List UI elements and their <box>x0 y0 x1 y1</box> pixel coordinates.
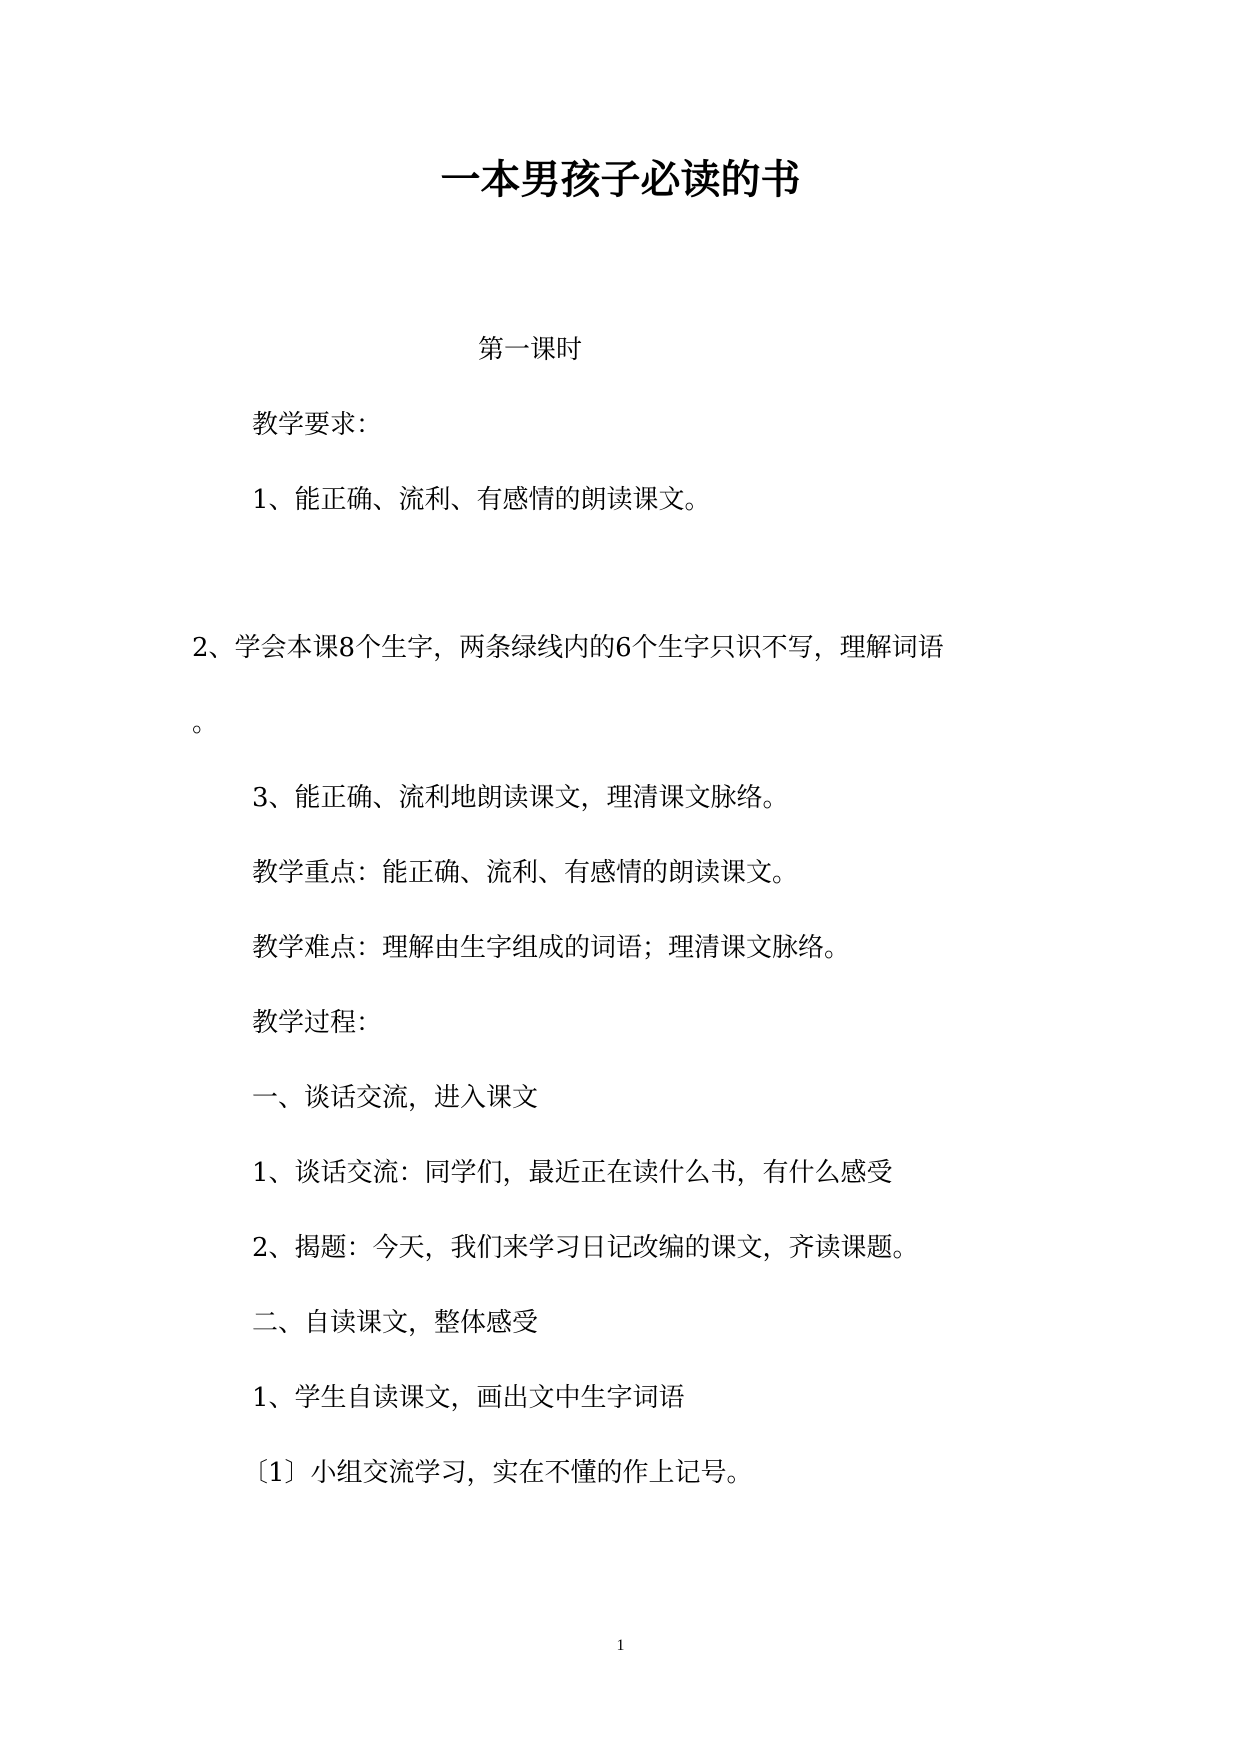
key-point: 教学重点：能正确、流利、有感情的朗读课文。 <box>252 858 799 888</box>
section-subitem: 〔1〕小组交流学习，实在不懂的作上记号。 <box>242 1458 753 1488</box>
document-title: 一本男孩子必读的书 <box>440 156 801 203</box>
requirement-item: 2、学会本课8个生字，两条绿线内的6个生字只识不写，理解词语 <box>192 633 944 663</box>
difficulty: 教学难点：理解由生字组成的词语；理清课文脉络。 <box>252 933 851 963</box>
section-heading: 二、自读课文，整体感受 <box>252 1308 539 1338</box>
requirement-item: 1、能正确、流利、有感情的朗读课文。 <box>252 485 711 515</box>
page-number: 1 <box>616 1637 625 1654</box>
section-item: 1、谈话交流：同学们，最近正在读什么书，有什么感受 <box>252 1158 893 1188</box>
section-heading: 一、谈话交流，进入课文 <box>252 1083 539 1113</box>
requirements-heading: 教学要求： <box>252 410 383 440</box>
requirement-item-continuation: 。 <box>192 708 219 738</box>
requirement-item: 3、能正确、流利地朗读课文，理清课文脉络。 <box>252 783 789 813</box>
lesson-subtitle: 第一课时 <box>478 335 583 365</box>
section-item: 2、揭题：今天，我们来学习日记改编的课文，齐读课题。 <box>252 1233 919 1263</box>
process-heading: 教学过程： <box>252 1008 383 1038</box>
section-item: 1、学生自读课文，画出文中生字词语 <box>252 1383 685 1413</box>
